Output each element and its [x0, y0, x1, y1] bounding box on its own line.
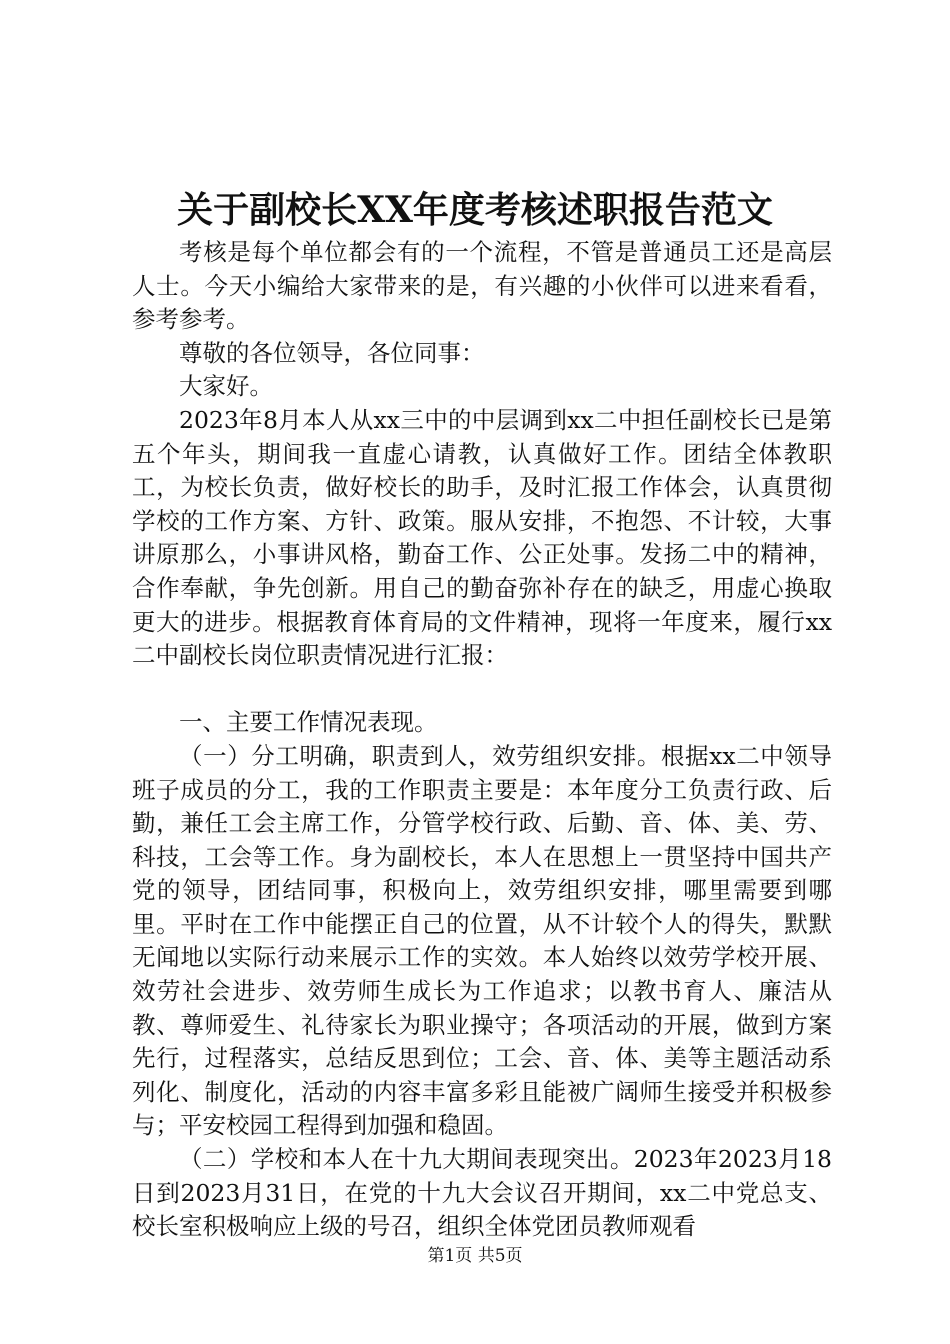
paragraph-intro: 考核是每个单位都会有的一个流程，不管是普通员工还是高层人士。今天小编给大家带来的是，有兴趣的小伙伴可以进来看看，参考参考。: [132, 238, 832, 334]
paragraph-greeting: 大家好。: [179, 372, 273, 401]
paragraph-division-of-duties: （一）分工明确，职责到人，效劳组织安排。根据xx二中领导班子成员的分工，我的工作职责主要是：本年度分工负责行政、后勤，兼任工会主席工作，分管学校行政、后勤、音、体、美、劳、科技，工会等工作。身为副校长，本人在思想上一贯坚持中国共产党的领导，团结同事，积极向上，效劳组织安排，哪里需要到哪里。平时在工作中能摆正自己的位置，从不计较个人的得失，默默无闻地以实际行动来展示工作的实效。本人始终以效劳学校开展、效劳社会进步、效劳师生成长为工作追求；以教书育人、廉洁从教、尊师爱生、礼待家长为职业操守；各项活动的开展，做到方案先行，过程落实，总结反思到位；工会、音、体、美等主题活动系列化、制度化，活动的内容丰富多彩且能被广阔师生接受并积极参与；平安校园工程得到加强和稳固。: [132, 741, 832, 1140]
page-number-footer: 第1页 共5页: [427, 1246, 523, 1266]
paragraph-congress-period: （二）学校和本人在十九大期间表现突出。2023年2023月18日到2023月31日，在党的十九大会议召开期间，xx二中党总支、校长室积极响应上级的号召，组织全体党团员教师观看: [132, 1145, 832, 1241]
paragraph-overview: 2023年8月本人从xx三中的中层调到xx二中担任副校长已是第五个年头，期间我一直虚心请教，认真做好工作。团结全体教职工，为校长负责，做好校长的助手，及时汇报工作体会，认真贯彻学校的工作方案、方针、政策。服从安排，不抱怨、不计较，大事讲原那么，小事讲风格，勤奋工作、公正处事。发扬二中的精神，合作奉献，争先创新。用自己的勤奋弥补存在的缺乏，用虚心换取更大的进步。根据教育体育局的文件精神，现将一年度来，履行xx二中副校长岗位职责情况进行汇报：: [132, 405, 832, 670]
section-heading-main-work: 一、主要工作情况表现。: [179, 708, 438, 737]
document-title: 关于副校长XX年度考核述职报告范文: [177, 189, 773, 231]
paragraph-salutation: 尊敬的各位领导，各位同事：: [179, 338, 485, 367]
document-body: [132, 236, 832, 1244]
